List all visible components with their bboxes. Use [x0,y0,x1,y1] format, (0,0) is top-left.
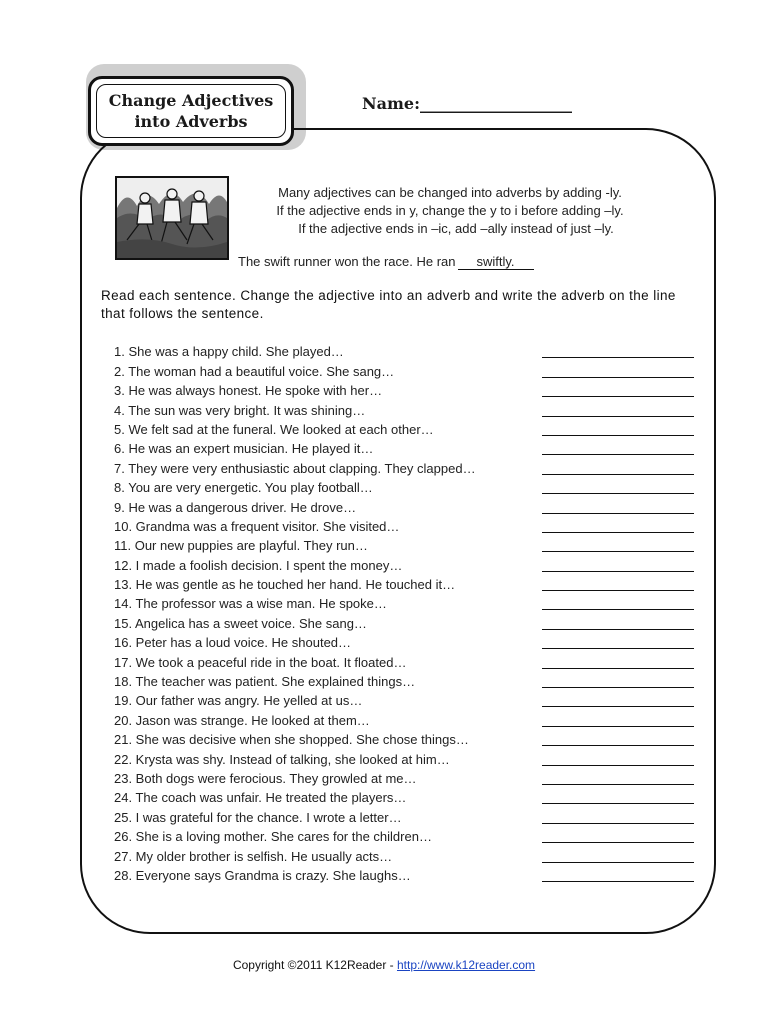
exercise-sentence: 3. He was always honest. He spoke with her… [114,383,383,399]
exercise-item [114,535,694,554]
exercise-list [114,341,694,884]
example-text: The swift runner won the race. He ran [238,254,456,269]
intro-text [250,184,650,238]
exercise-item [114,380,694,399]
name-field-label: Name:___________________ [362,94,573,113]
answer-line[interactable] [542,783,694,785]
answer-line[interactable] [542,705,694,707]
answer-line[interactable] [542,570,694,572]
answer-line[interactable] [542,628,694,630]
exercise-item [114,574,694,593]
exercise-item [114,690,694,709]
page-title-line1: Change Adjectives [108,91,274,110]
exercise-sentence: 9. He was a dangerous driver. He drove… [114,499,357,515]
answer-line[interactable] [542,764,694,766]
exercise-item [114,457,694,476]
answer-line[interactable] [542,512,694,514]
exercise-item [114,709,694,728]
example-sentence [238,254,534,270]
exercise-sentence: 4. The sun was very bright. It was shining… [114,402,366,418]
answer-line[interactable] [542,647,694,649]
answer-line[interactable] [542,492,694,494]
exercise-sentence: 10. Grandma was a frequent visitor. She visited… [114,518,400,534]
intro-line-2: If the adjective ends in y, change the y to i before adding –ly. [276,203,624,218]
intro-line-1: Many adjectives can be changed into adverbs by adding -ly. [278,185,622,200]
exercise-item [114,477,694,496]
page-title-line2: into Adverbs [134,112,248,131]
exercise-sentence: 27. My older brother is selfish. He usually acts… [114,848,393,864]
answer-line[interactable] [542,608,694,610]
exercise-item [114,729,694,748]
answer-line[interactable] [542,686,694,688]
exercise-item [114,438,694,457]
exercise-sentence: 13. He was gentle as he touched her hand. He touched it… [114,577,456,593]
answer-line[interactable] [542,473,694,475]
answer-line[interactable] [542,376,694,378]
example-answer: swiftly. [458,254,534,270]
exercise-sentence: 28. Everyone says Grandma is crazy. She laughs… [114,867,411,883]
exercise-sentence: 23. Both dogs were ferocious. They growled at me… [114,770,417,786]
exercise-sentence: 11. Our new puppies are playful. They run… [114,538,368,554]
intro-line-3: If the adjective ends in –ic, add –ally instead of just –ly. [298,221,614,236]
exercise-sentence: 19. Our father was angry. He yelled at us… [114,693,363,709]
exercise-sentence: 22. Krysta was shy. Instead of talking, she looked at him… [114,751,450,767]
exercise-item [114,768,694,787]
exercise-item [114,787,694,806]
title-inner-frame [96,84,286,138]
exercise-sentence: 16. Peter has a loud voice. He shouted… [114,635,352,651]
exercise-item [114,516,694,535]
exercise-item [114,748,694,767]
exercise-item [114,826,694,845]
answer-line[interactable] [542,395,694,397]
runners-illustration [115,176,229,260]
answer-line[interactable] [542,822,694,824]
answer-line[interactable] [542,589,694,591]
answer-line[interactable] [542,550,694,552]
exercise-item [114,865,694,884]
exercise-sentence: 21. She was decisive when she shopped. She chose things… [114,732,469,748]
exercise-sentence: 5. We felt sad at the funeral. We looked at each other… [114,421,434,437]
exercise-item [114,671,694,690]
answer-line[interactable] [542,725,694,727]
exercise-item [114,341,694,360]
answer-line[interactable] [542,415,694,417]
exercise-item [114,399,694,418]
exercise-item [114,554,694,573]
answer-line[interactable] [542,531,694,533]
exercise-sentence: 17. We took a peaceful ride in the boat. It floated… [114,654,407,670]
exercise-sentence: 24. The coach was unfair. He treated the players… [114,790,407,806]
exercise-item [114,496,694,515]
exercise-sentence: 8. You are very energetic. You play football… [114,480,373,496]
answer-line[interactable] [542,356,694,358]
exercise-sentence: 25. I was grateful for the chance. I wrote a letter… [114,809,402,825]
website-link[interactable]: http://www.k12reader.com [396,958,536,972]
exercise-sentence: 14. The professor was a wise man. He spoke… [114,596,387,612]
answer-line[interactable] [542,880,694,882]
exercise-sentence: 15. Angelica has a sweet voice. She sang… [114,615,367,631]
answer-line[interactable] [542,841,694,843]
instructions: Read each sentence. Change the adjective into an adverb and write the adverb on the line that follows the sentence. [101,288,676,321]
footer [0,958,768,972]
exercise-item [114,806,694,825]
exercise-sentence: 1. She was a happy child. She played… [114,344,344,360]
answer-line[interactable] [542,453,694,455]
exercise-item [114,593,694,612]
copyright-text: Copyright ©2011 K12Reader - [232,958,397,972]
exercise-sentence: 2. The woman had a beautiful voice. She sang… [114,363,395,379]
exercise-sentence: 20. Jason was strange. He looked at them… [114,712,370,728]
exercise-sentence: 26. She is a loving mother. She cares for the children… [114,829,432,845]
exercise-sentence: 18. The teacher was patient. She explained things… [114,674,416,690]
exercise-item [114,612,694,631]
exercise-item [114,360,694,379]
answer-line[interactable] [542,861,694,863]
exercise-item [114,632,694,651]
exercise-item [114,419,694,438]
exercise-sentence: 7. They were very enthusiastic about clapping. They clapped… [114,460,476,476]
exercise-item [114,651,694,670]
answer-line[interactable] [542,434,694,436]
exercise-sentence: 6. He was an expert musician. He played it… [114,441,374,457]
runners-image [117,178,227,258]
title-box [88,76,294,146]
exercise-item [114,845,694,864]
answer-line[interactable] [542,667,694,669]
answer-line[interactable] [542,802,694,804]
answer-line[interactable] [542,744,694,746]
exercise-sentence: 12. I made a foolish decision. I spent the money… [114,557,403,573]
